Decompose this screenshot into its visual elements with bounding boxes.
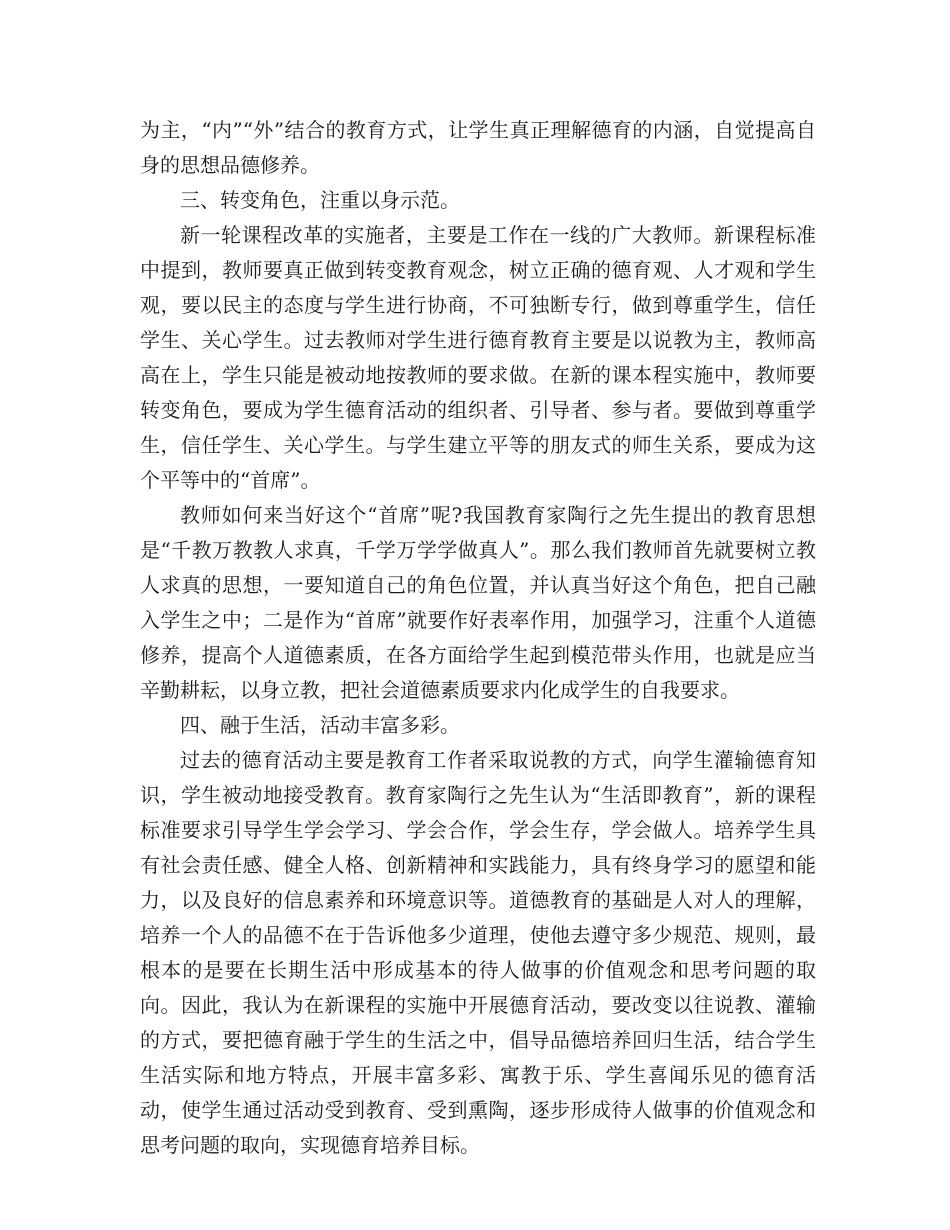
section-heading-three: 三、转变角色，注重以身示范。 — [180, 188, 460, 212]
paragraph-first-seat: 教师如何来当好这个“首席”呢?我国教育家陶行之先生提出的教育思想是“千教万教教人求真，千学万学学做真人”。那么我们教师首先就要树立教人求真的思想，一要知道自己的角色位置，并认真当好这个角色，把自己融入学生之中；二是作为“首席”就要作好表率作用，加强学习，注重个人道德修养，提高个人道德素质，在各方面给学生起到模范带头作用，也就是应当辛勤耕耘，以身立教，把社会道德素质要求内化成学生的自我要求。 — [140, 503, 816, 702]
paragraph-life-activities: 过去的德育活动主要是教育工作者采取说教的方式，向学生灌输德育知识，学生被动地接受教育。教育家陶行之先生认为“生活即教育”，新的课程标准要求引导学生学会学习、学会合作，学会生存，学会做人。培养学生具有社会责任感、健全人格、创新精神和实践能力，具有终身学习的愿望和能力，以及良好的信息素养和环境意识等。道德教育的基础是人对人的理解，培养一个人的品德不在于告诉他多少道理，使他去遵守多少规范、规则，最根本的是要在长期生活中形成基本的待人做事的价值观念和思考问题的取向。因此，我认为在新课程的实施中开展德育活动，要改变以往说教、灌输的方式，要把德育融于学生的生活之中，倡导品德培养回归生活，结合学生生活实际和地方特点，开展丰富多彩、寓教于乐、学生喜闻乐见的德育活动，使学生通过活动受到教育、受到熏陶，逐步形成待人做事的价值观念和思考问题的取向，实现德育培养目标。 — [140, 748, 816, 1157]
section-heading-four: 四、融于生活，活动丰富多彩。 — [180, 713, 460, 737]
paragraph-intro-continuation: 为主，“内”“外”结合的教育方式，让学生真正理解德育的内涵，自觉提高自身的思想品德修养。 — [140, 118, 816, 177]
paragraph-teacher-role: 新一轮课程改革的实施者，主要是工作在一线的广大教师。新课程标准中提到，教师要真正做到转变教育观念，树立正确的德育观、人才观和学生观，要以民主的态度与学生进行协商，不可独断专行，做到尊重学生，信任学生、关心学生。过去教师对学生进行德育教育主要是以说教为主，教师高高在上，学生只能是被动地按教师的要求做。在新的课本程实施中，教师要转变角色，要成为学生德育活动的组织者、引导者、参与者。要做到尊重学生，信任学生、关心学生。与学生建立平等的朋友式的师生关系，要成为这个平等中的“首席”。 — [140, 223, 816, 492]
document-body — [140, 113, 816, 1163]
